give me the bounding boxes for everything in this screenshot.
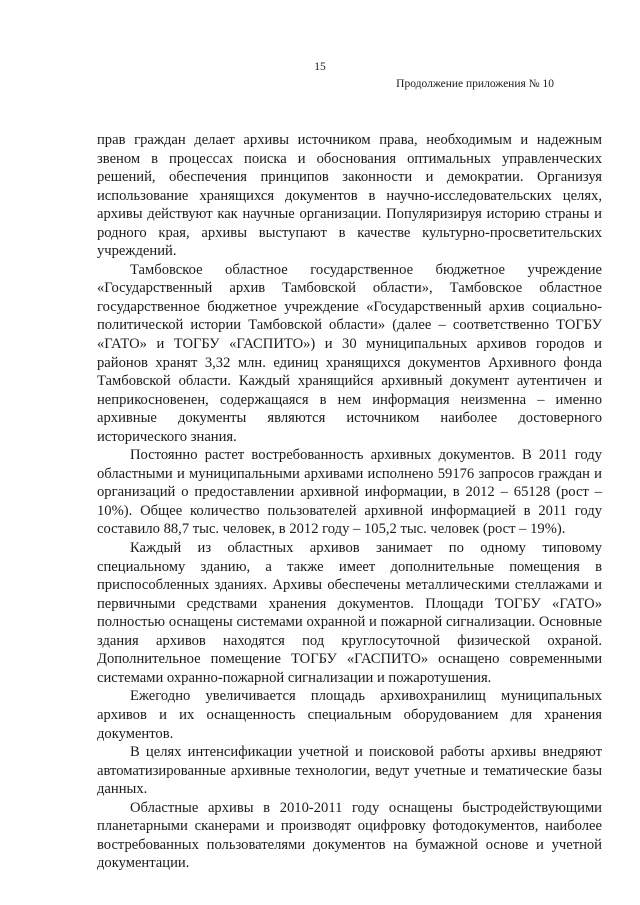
appendix-note: Продолжение приложения № 10 [396,78,554,90]
paragraph-buildings-security: Каждый из областных архивов занимает по одному типовому специальному зданию, а также имеет дополнительные помещения в приспособленных зданиях. Архивы обеспечены металлическими стеллажами и первичными средствами хранения документов. Площади ТОГБУ «ГАТО» полностью оснащены системами охранной и пожарной сигнализации. Основные здания архивов находятся под круглосуточной физической охраной. Дополнительное помещение ТОГБУ «ГАСПИТО» оснащено современными системами охранно-пожарной сигнализации и пожаротушения. [97,540,602,686]
document-body [97,131,602,873]
paragraph-storage-area: Ежегодно увеличивается площадь архивохранилищ муниципальных архивов и их оснащенность специальным оборудованием для хранения документов. [97,688,602,742]
paragraph-digitization: Областные архивы в 2010-2011 году оснащены быстродействующими планетарными сканерами и производят оцифровку фотодокументов, наиболее востребованных пользователями документов на бумажной основе и учетной документации. [97,799,602,872]
paragraph-automation: В целях интенсификации учетной и поисковой работы архивы внедряют автоматизированные архивные технологии, ведут учетные и тематические базы данных. [97,744,602,798]
paragraph-demand-growth: Постоянно растет востребованность архивных документов. В 2011 году областными и муниципальными архивами исполнено 59176 запросов граждан и организаций о предоставлении архивной информации, в 2012 – 65128 (рост – 10%). Общее количество пользователей архивной информацией в 2011 году составило 88,7 тыс. человек, в 2012 году – 105,2 тыс. человек (рост – 19%). [97,447,602,538]
paragraph-continuation: прав граждан делает архивы источником права, необходимым и надежным звеном в процессах поиска и обоснования оптимальных управленческих решений, обеспечения принципов законности и демократии. Организуя использование хранящихся документов в научно-исследовательских целях, архивы действуют как научные организации. Популяризируя историю страны и родного края, архивы выступают в качестве культурно-просветительских учреждений. [97,132,602,260]
paragraph-archives-storage: Тамбовское областное государственное бюджетное учреждение «Государственный архив Тамбовской области», Тамбовское областное государственное бюджетное учреждение «Государственный архив социально-политической истории Тамбовской области» (далее – соответственно ТОГБУ «ГАТО» и ТОГБУ «ГАСПИТО») и 30 муниципальных архивов городов и районов хранят 3,32 млн. единиц хранящихся документов Архивного фонда Тамбовской области. Каждый хранящийся архивный документ аутентичен и неприкосновенен, содержащаяся в нем информация неизменна – именно архивные документы являются источником наиболее достоверного исторического знания. [97,261,602,445]
page-number: 15 [314,61,326,73]
